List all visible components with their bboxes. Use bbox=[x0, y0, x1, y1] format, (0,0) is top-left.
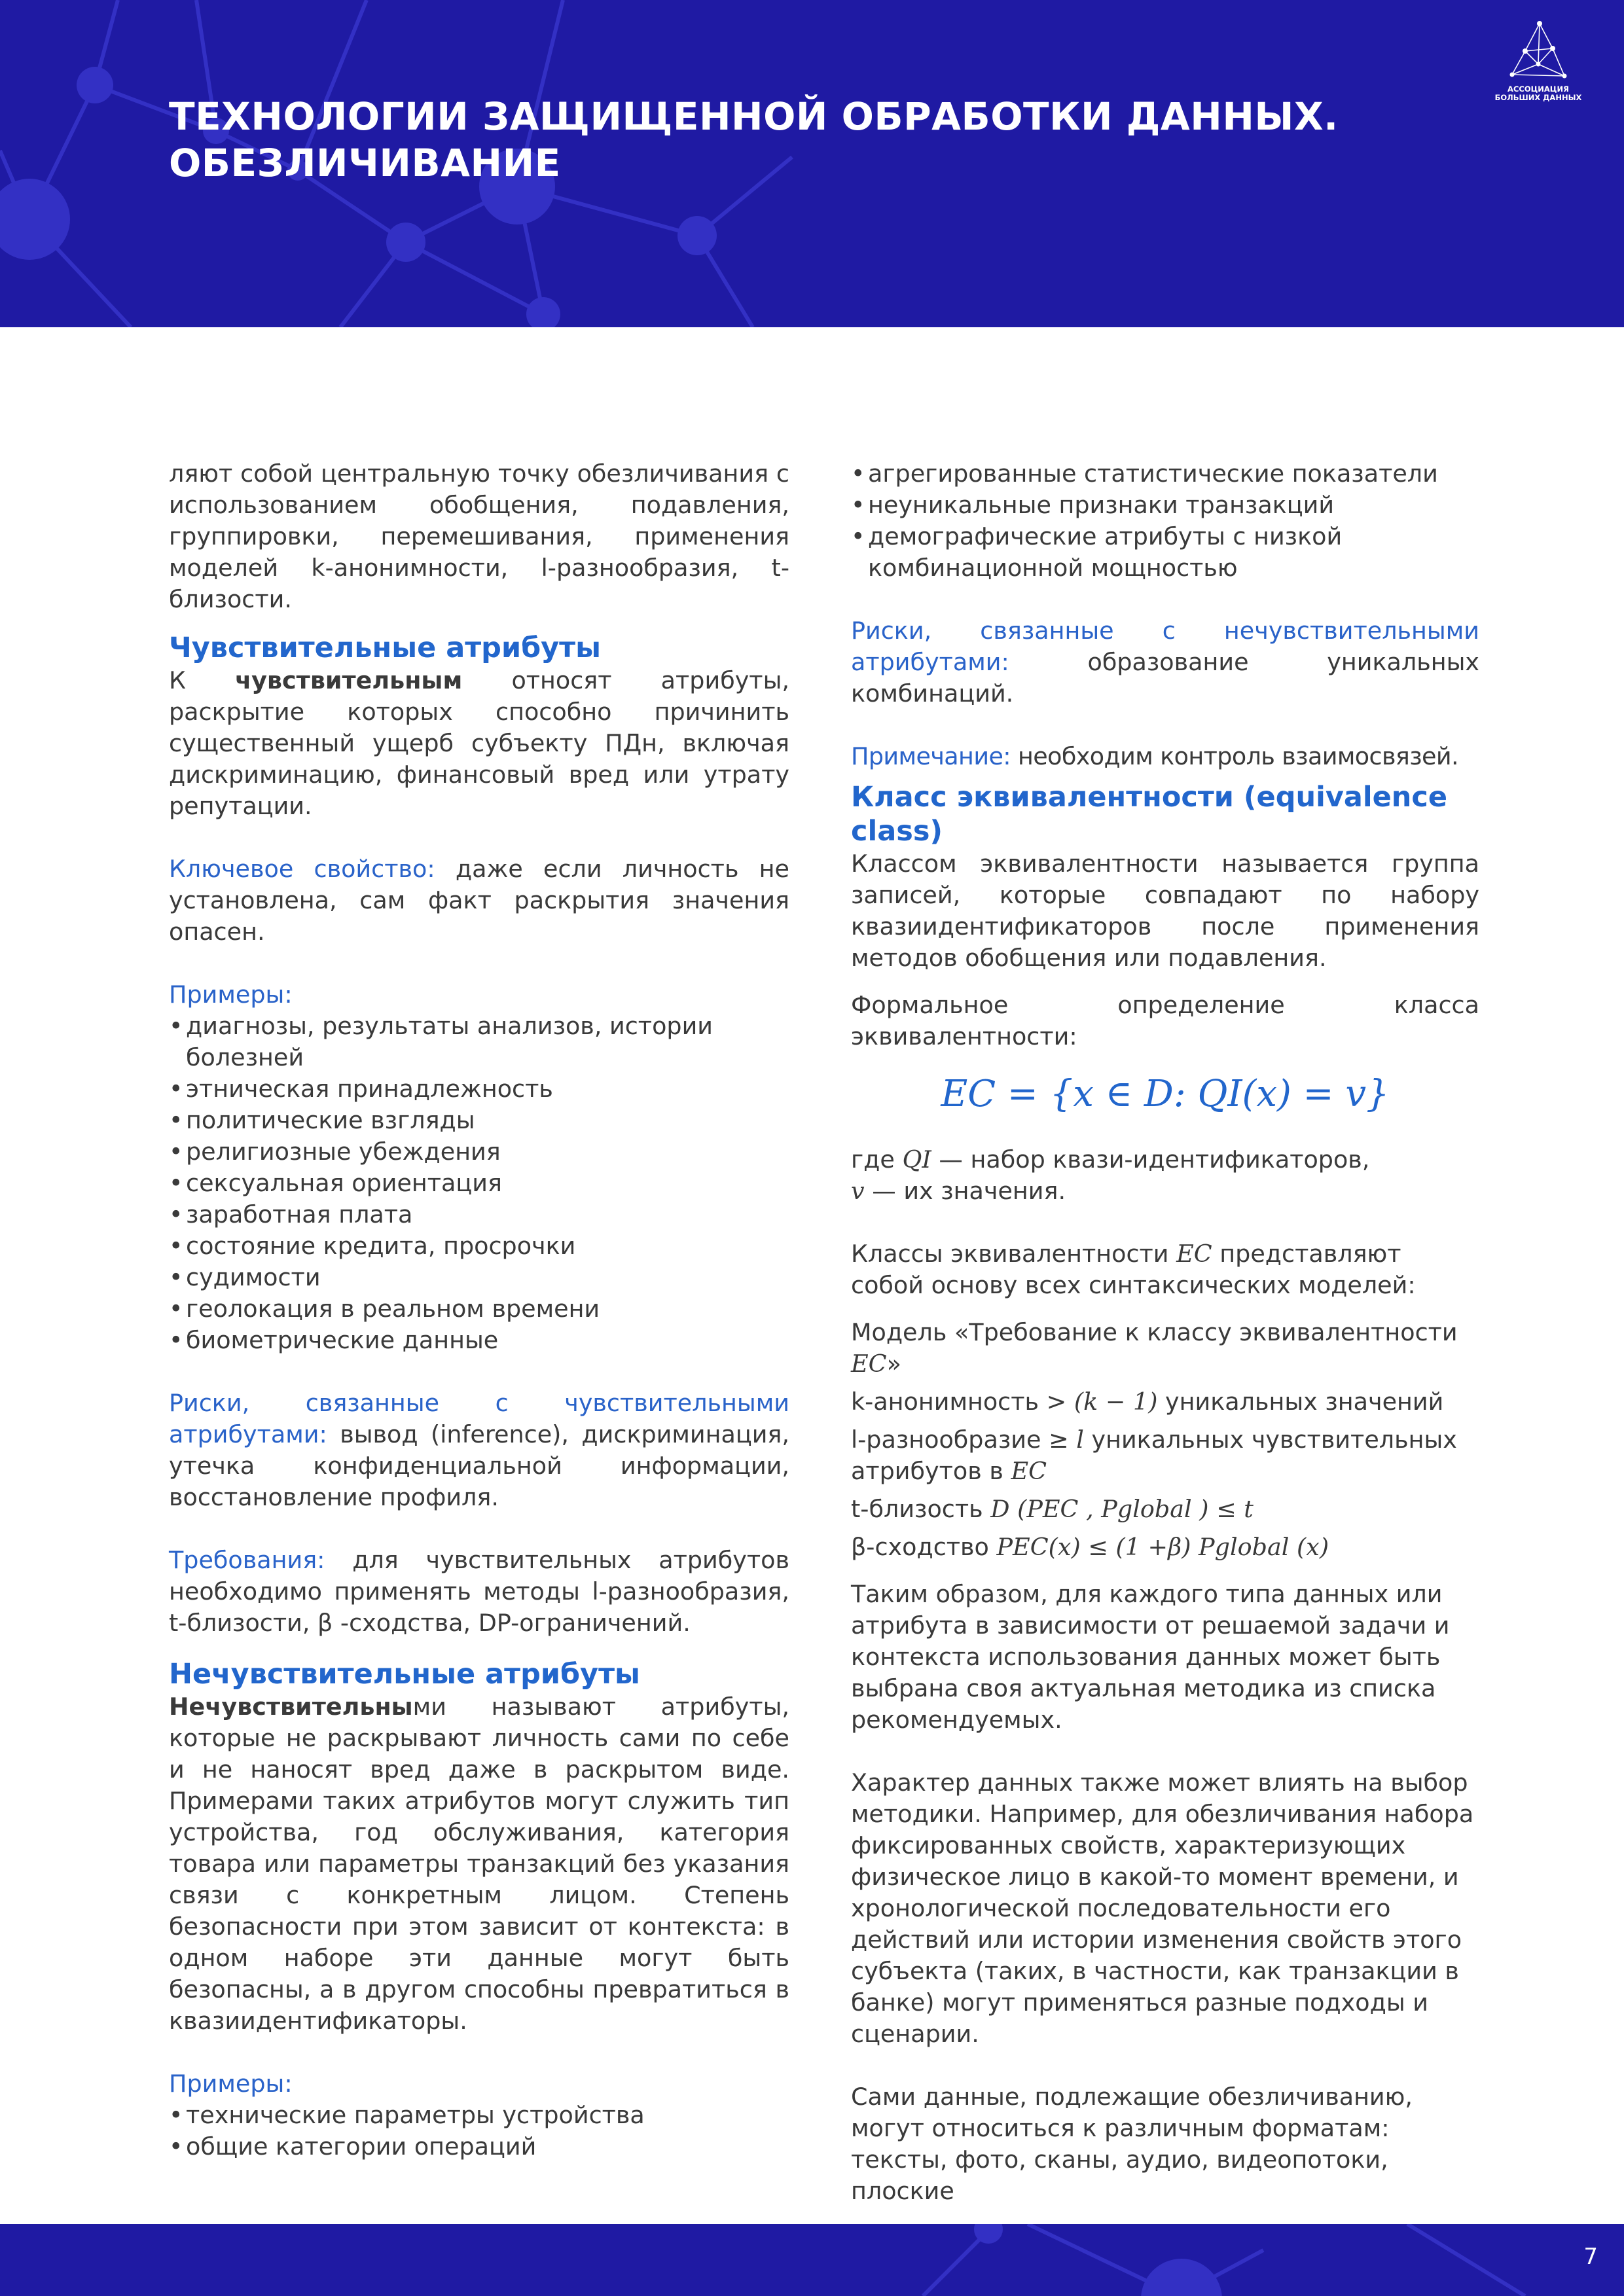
nonsensitive-text: ми называют атрибуты, которые не раскрывают личность сами по себе и не наносят вред даже в раскрытом виде. Примерами таких атрибутов могут служить тип устройства, год обслуживания, категория товара или параметры транзакций без указания связи с конкретным лицом. Степень безопасности при этом зависит от контекста: в одном наборе эти данные могут быть безопасны, а в другом способны превратиться в квазиидентификаторы. bbox=[169, 1693, 789, 2035]
req-t-closeness bbox=[851, 1494, 1479, 1525]
req-l-diversity bbox=[851, 1424, 1479, 1487]
nonsensitive-risks-label: Риски, связанные с нечувствительными атрибутами: bbox=[851, 617, 1479, 676]
formal-definition: Формальное определение класса эквивалентности: bbox=[851, 991, 1479, 1050]
logo-constellation-icon bbox=[1499, 17, 1578, 82]
nonsensitive-risks bbox=[851, 615, 1479, 709]
summary-paragraph: Таким образом, для каждого типа данных или атрибута в зависимости от решаемой задачи и контекста использования данных может быть выбрана своя актуальная методика из списка рекомендуемых. bbox=[851, 1580, 1450, 1734]
association-logo bbox=[1494, 17, 1582, 109]
ec-formula: EC = {x ∈ D: QI(x) = v} bbox=[941, 1073, 1390, 1115]
where-post: — их значения. bbox=[864, 1177, 1066, 1205]
sensitive-risks-text: вывод (inference), дискриминация, утечка конфиденциальной информации, восстановление профиля. bbox=[169, 1420, 789, 1511]
footer-network-decoration bbox=[0, 2224, 1624, 2296]
req-l-post: уникальных чувствительных атрибутов в bbox=[851, 1426, 1457, 1485]
list-item: • религиозные убеждения bbox=[169, 1136, 789, 1168]
classes-paragraph bbox=[851, 1238, 1479, 1301]
intro-paragraph: ляют собой центральную точку обезличивания с использованием обобщения, подавления, группировки, перемешивания, применения моделей k-анонимности, l-разнообразия, t-близости. bbox=[169, 459, 789, 613]
sensitive-examples-list bbox=[169, 1011, 789, 1356]
req-t-text: t-близость bbox=[851, 1495, 991, 1523]
key-property bbox=[169, 853, 789, 948]
title-line-1: ТЕХНОЛОГИИ ЗАЩИЩЕННОЙ ОБРАБОТКИ ДАННЫХ. bbox=[169, 94, 1339, 139]
note-text: необходим контроль взаимосвязей. bbox=[1011, 742, 1459, 770]
list-item: • биометрические данные bbox=[169, 1325, 789, 1356]
list-item: • политические взгляды bbox=[169, 1105, 789, 1136]
req-beta-likeness bbox=[851, 1532, 1479, 1563]
data-formats-paragraph: Сами данные, подлежащие обезличиванию, могут относиться к различным форматам: тексты, фото, сканы, аудио, видеопотоки, плоские bbox=[851, 2083, 1413, 2205]
sensitive-def-pre: К bbox=[169, 666, 236, 694]
requirements-label: Требования: bbox=[169, 1546, 325, 1574]
page-number: 7 bbox=[1583, 2244, 1598, 2270]
page-header bbox=[0, 0, 1624, 327]
data-nature-paragraph: Характер данных также может влиять на выбор методики. Например, для обезличивания набора фиксированных свойств, характеризующих физическое лицо в какой-то момент времени, и хронологической последовательности его действий или истории изменения свойств этого субъекта (таких, в частности, как транзакции в банке) могут применяться разные подходы и сценарии. bbox=[851, 1768, 1474, 2048]
list-item: • агрегированные статистические показатели bbox=[851, 458, 1479, 490]
model-heading bbox=[851, 1317, 1479, 1380]
sensitive-definition bbox=[169, 665, 789, 822]
list-item: • состояние кредита, просрочки bbox=[169, 1230, 789, 1262]
title-line-2: ОБЕЗЛИЧИВАНИЕ bbox=[169, 140, 561, 185]
note bbox=[851, 741, 1479, 772]
list-item: • демографические атрибуты с низкой комбинационной мощностью bbox=[851, 521, 1479, 584]
req-l-text: l-разнообразие ≥ bbox=[851, 1426, 1077, 1454]
nonsensitive-bold: Нечувствительны bbox=[169, 1693, 413, 1721]
list-item: • общие категории операций bbox=[169, 2131, 789, 2162]
req-l-ec: EC bbox=[1011, 1457, 1047, 1485]
formula-legend bbox=[851, 1144, 1479, 1207]
sensitive-def-bold: чувствительным bbox=[235, 666, 463, 694]
key-property-text: даже если личность не установлена, сам факт раскрытия значения опасен. bbox=[169, 855, 789, 946]
ec-definition: Классом эквивалентности называется группа записей, которые совпадают по набору квазиидентификаторов после применения методов обобщения или подавления. bbox=[851, 850, 1479, 972]
examples2-label: Примеры: bbox=[169, 2070, 293, 2098]
nonsensitive-attributes-heading: Нечувствительные атрибуты bbox=[169, 1658, 640, 1691]
classes-post: представляют собой основу всех синтаксических моделей: bbox=[851, 1240, 1416, 1299]
logo-text-line-1: АССОЦИАЦИЯ bbox=[1507, 84, 1569, 94]
req-k-post: уникальных значений bbox=[1157, 1388, 1444, 1416]
where-v: v bbox=[851, 1177, 865, 1205]
nonsensitive-examples-list bbox=[169, 2100, 789, 2162]
req-k-text: k-анонимность > bbox=[851, 1388, 1074, 1416]
sensitive-attributes-heading: Чувствительные атрибуты bbox=[169, 632, 601, 664]
list-item: • судимости bbox=[169, 1262, 789, 1293]
page-title bbox=[169, 94, 1339, 187]
classes-ec: EC bbox=[1176, 1240, 1212, 1268]
logo-text-line-2: БОЛЬШИХ ДАННЫХ bbox=[1494, 93, 1582, 102]
req-l-math: l bbox=[1076, 1426, 1084, 1454]
where-qi: QI bbox=[902, 1145, 931, 1174]
left-column bbox=[169, 458, 789, 2162]
equivalence-class-heading: Класс эквивалентности (equivalence class) bbox=[851, 781, 1448, 848]
logo-text bbox=[1492, 85, 1584, 102]
model-post: » bbox=[886, 1350, 901, 1378]
req-k-math: (k − 1) bbox=[1074, 1388, 1158, 1416]
list-item: • этническая принадлежность bbox=[169, 1073, 789, 1105]
req-k-anonymity bbox=[851, 1386, 1479, 1418]
model-pre: Модель «Требование к классу эквивалентности bbox=[851, 1318, 1458, 1346]
requirements-text: для чувствительных атрибутов необходимо применять методы l-разнообразия, t-близости, β -сходства, DP-ограничений. bbox=[169, 1546, 789, 1637]
req-b-text: β-сходство bbox=[851, 1533, 997, 1561]
req-t-math: D (PEC , Pglobal ) ≤ t bbox=[990, 1495, 1254, 1523]
sensitive-risks bbox=[169, 1388, 789, 1513]
nonsensitive-definition bbox=[169, 1691, 789, 2037]
model-ec: EC bbox=[851, 1350, 887, 1378]
where-pre: где bbox=[851, 1145, 903, 1174]
key-property-label: Ключевое свойство: bbox=[169, 855, 435, 883]
list-item: • геолокация в реальном времени bbox=[169, 1293, 789, 1325]
sensitive-def-post: относят атрибуты, раскрытие которых способно причинить существенный ущерб субъекту ПДн, включая дискриминацию, финансовый вред или утрату репутации. bbox=[169, 666, 789, 820]
req-b-math: PEC(x) ≤ (1 +β) Pglobal (x) bbox=[996, 1533, 1329, 1561]
list-item: • сексуальная ориентация bbox=[169, 1168, 789, 1199]
right-column bbox=[851, 458, 1479, 2207]
note-label: Примечание: bbox=[851, 742, 1011, 770]
nonsensitive-risks-text: образование уникальных комбинаций. bbox=[851, 648, 1479, 708]
classes-pre: Классы эквивалентности bbox=[851, 1240, 1177, 1268]
list-item: • заработная плата bbox=[169, 1199, 789, 1230]
list-item: • технические параметры устройства bbox=[169, 2100, 789, 2131]
where-mid: — набор квази-идентификаторов, bbox=[931, 1145, 1370, 1174]
sensitive-risks-label: Риски, связанные с чувствительными атрибутами: bbox=[169, 1389, 789, 1448]
examples-label: Примеры: bbox=[169, 980, 293, 1009]
list-item: • неуникальные признаки транзакций bbox=[851, 490, 1479, 521]
nonsensitive-examples-continued bbox=[851, 458, 1479, 584]
sensitive-requirements bbox=[169, 1545, 789, 1639]
page-footer bbox=[0, 2224, 1624, 2296]
list-item: • диагнозы, результаты анализов, истории болезней bbox=[169, 1011, 789, 1073]
